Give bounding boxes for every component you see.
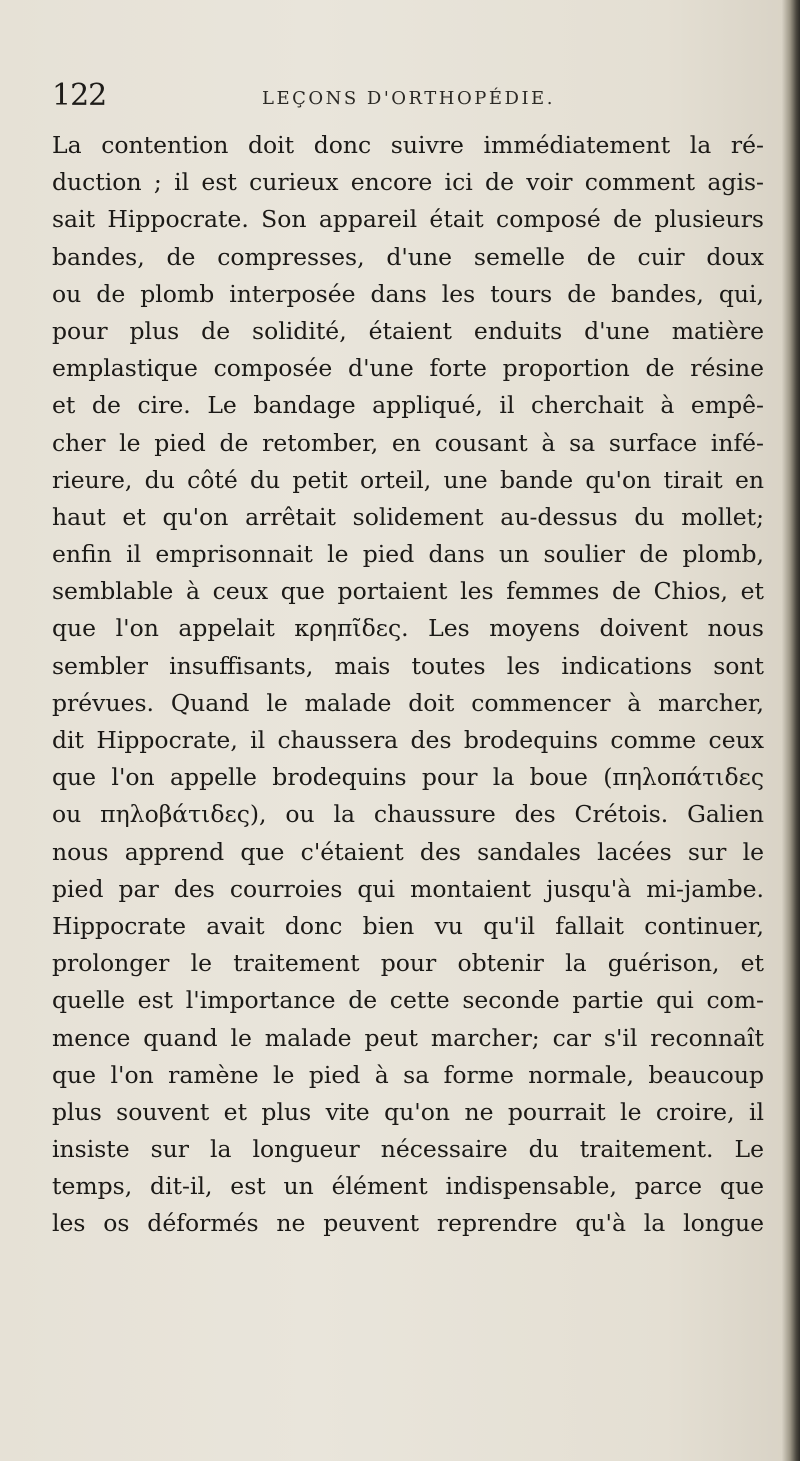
- text-line: cher le pied de retomber, en cousant à sa surface infé-: [52, 428, 764, 457]
- text-line: que l'on ramène le pied à sa forme normale, beaucoup: [52, 1060, 764, 1089]
- text-line: sembler insuffisants, mais toutes les indications sont: [52, 651, 764, 680]
- text-line: pour plus de solidité, étaient enduits d'une matière: [52, 316, 764, 345]
- text-line: sait Hippocrate. Son appareil était composé de plusieurs: [52, 205, 764, 234]
- text-line: que l'on appelle brodequins pour la boue (πηλοπάτιδες: [52, 763, 764, 792]
- body-text: [52, 127, 764, 1243]
- text-line: pied par des courroies qui montaient jusqu'à mi-jambe.: [52, 874, 764, 903]
- text-line: semblable à ceux que portaient les femmes de Chios, et: [52, 577, 764, 606]
- text-line: rieure, du côté du petit orteil, une bande qu'on tirait en: [52, 465, 764, 494]
- text-line: La contention doit donc suivre immédiatement la ré-: [52, 131, 764, 159]
- text-line: haut et qu'on arrêtait solidement au-dessus du mollet;: [52, 502, 764, 531]
- text-line: dit Hippocrate, il chaussera des brodequins comme ceux: [52, 726, 764, 754]
- text-line: prolonger le traitement pour obtenir la guérison, et: [52, 949, 764, 978]
- text-line: nous apprend que c'étaient des sandales lacées sur le: [52, 837, 764, 866]
- text-line: bandes, de compresses, d'une semelle de cuir doux: [52, 242, 764, 271]
- text-line: temps, dit-il, est un élément indispensable, parce que: [52, 1172, 764, 1201]
- text-line: quelle est l'importance de cette seconde partie qui com-: [52, 986, 764, 1015]
- text-line: duction ; il est curieux encore ici de voir comment agis-: [52, 168, 764, 197]
- text-line: emplastique composée d'une forte proportion de résine: [52, 354, 764, 383]
- text-line: les os déformés ne peuvent reprendre qu'à la longue: [52, 1209, 764, 1238]
- text-line: ou de plomb interposée dans les tours de bandes, qui,: [52, 279, 764, 308]
- text-line: prévues. Quand le malade doit commencer à marcher,: [52, 688, 764, 717]
- text-line: insiste sur la longueur nécessaire du traitement. Le: [52, 1135, 764, 1164]
- page-edge-shadow: [782, 0, 800, 1461]
- text-line: ou πηλοβάτιδες), ou la chaussure des Crétois. Galien: [52, 800, 764, 829]
- page-header: [0, 78, 784, 118]
- text-line: enfin il emprisonnait le pied dans un soulier de plomb,: [52, 540, 764, 569]
- text-line: plus souvent et plus vite qu'on ne pourrait le croire, il: [52, 1097, 764, 1126]
- text-line: que l'on appelait κρηπῖδες. Les moyens doivent nous: [52, 614, 764, 643]
- text-line: Hippocrate avait donc bien vu qu'il fallait continuer,: [52, 911, 764, 940]
- text-line: mence quand le malade peut marcher; car s'il reconnaît: [52, 1023, 764, 1052]
- page-number: 122: [52, 78, 107, 113]
- text-line: et de cire. Le bandage appliqué, il cherchait à empê-: [52, 391, 764, 420]
- running-head: LEÇONS D'ORTHOPÉDIE.: [262, 88, 555, 109]
